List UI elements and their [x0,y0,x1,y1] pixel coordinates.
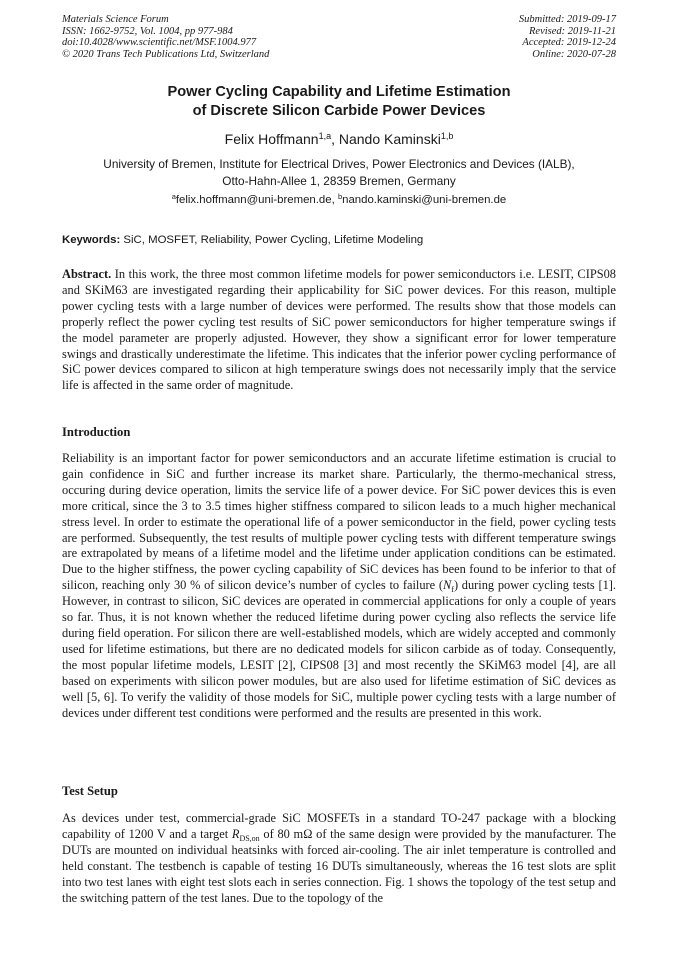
journal-issn: ISSN: 1662-9752, Vol. 1004, pp 977-984 [62,25,233,37]
introduction-heading: Introduction [62,425,131,439]
intro-text-part-1: Reliability is an important factor for power semiconductors and an accurate lifetime estimation is crucial to gain confidence in SiC and further increase its market share. Particularly, the thermo-mechanical stress, occuring during device operation, limits the service life of a power device. For SiC power devices this is even more critical, since the 3 to 3.5 times higher stiffness compared to silicon leads to a much higher mechanical stress level. In order to estimate the operational life of a power semiconductor in the field, power cycling tests are performed. Subsequently, the test results of multiple power cycling tests with different temperature swings are extrapolated by means of a lifetime model and the lifetime under application conditions can be estimated. Due to the higher stiffness, the power cycling capability of SiC devices has been found to be inferior to that of silicon, reaching only 30 % of silicon device’s number of cycles to failure ( [62,451,616,593]
affiliation [0,156,678,190]
author-separator: , [331,131,339,147]
setup-text-part-2: of 80 mΩ of the same design were provided by the manufacturer. The DUTs are mounted on individual heatsinks with forced air-cooling. The air inlet temperature is controlled and held constant. The testbench is capable of testing 16 DUTs simultaneously, whereas the 16 test slots are split into two test lanes with eight test slots each in series connection. Fig. 1 shows the topology of the test setup and the switching pattern of the test lanes. Due to the topology of the [62,826,616,905]
title-line-2: of Discrete Silicon Carbide Power Devices [192,103,486,119]
date-revised: Revised: 2019-11-21 [529,25,616,37]
date-online: Online: 2020-07-28 [532,48,616,60]
nf-subscript: f [451,585,454,595]
test-setup-heading: Test Setup [62,784,118,798]
email-b-mark: b [337,192,343,201]
introduction-paragraph [62,451,616,721]
setup-text-part-1: As devices under test, commercial-grade SiC MOSFETs in a standard TO-247 package with a blocking capability of 1200 V and a target [62,811,616,841]
author-1-affil-mark: 1,a [318,131,332,141]
rdson-symbol: R [231,826,240,841]
author-2-affil-mark: 1,b [440,131,454,141]
journal-copyright: © 2020 Trans Tech Publications Ltd, Switzerland [62,48,270,60]
email-b-link[interactable]: nando.kaminski@uni-bremen.de [342,194,507,206]
keywords-label: Keywords: [62,234,121,246]
affiliation-line-1: University of Bremen, Institute for Electrical Drives, Power Electronics and Devices (IALB), [103,157,575,171]
journal-name: Materials Science Forum [62,14,169,25]
abstract-text: In this work, the three most common lifetime models for power semiconductors i.e. LESIT, CIPS08 and SKiM63 are investigated regarding their applicability for SiC power devices. For this reason, multiple power cycling tests with a large number of devices were performed. The results show that those models can properly reflect the power cycling test results of SiC power semiconductors for higher temperature swings if the model parameter are properly adjusted. However, they show a significant error for lower temperature swings and drastically underestimate the lifetime. This indicates that the inferior power cycling performance of SiC power devices compared to silicon at high temperature swings does not necessarily imply that the service life is affected in the same order of magnitude. [62,267,616,393]
abstract-label: Abstract. [62,267,112,281]
affiliation-line-2: Otto-Hahn-Allee 1, 28359 Bremen, Germany [222,174,456,188]
journal-info [62,14,269,60]
intro-text-part-2: ) during power cycling tests [1]. However, in contrast to silicon, SiC devices are operated in commercial applications for only a couple of years so far. Thus, it is not known whether the reduced lifetime during power cycling also reflects the service life during field operation. For silicon there are well-established models, which are widely accepted and commonly used for lifetime estimations, but there are no dedicated models for silicon carbide as of today. Consequently, the most popular lifetime models, LESIT [2], CIPS08 [3] and most recently the SKiM63 model [4], are all based on experiments with silicon power modules, but are also used for lifetime estimation of SiC devices as well [5, 6]. To verify the validity of those models for SiC, multiple power cycling tests with a large number of devices under different test conditions were performed and the results are presented in this work. [62,578,616,720]
author-1-name: Felix Hoffmann [224,131,319,147]
date-accepted: Accepted: 2019-12-24 [522,37,616,49]
email-a-mark: a [171,192,176,201]
keywords-text: SiC, MOSFET, Reliability, Power Cycling, Lifetime Modeling [120,234,424,246]
author-2-name: Nando Kaminski [338,131,441,147]
author-list [0,130,678,148]
rdson-subscript: DS,on [239,833,260,843]
keywords [62,233,423,248]
date-submitted: Submitted: 2019-09-17 [518,14,616,25]
test-setup-paragraph [62,811,616,906]
abstract-paragraph [62,267,616,394]
nf-symbol: N [443,578,452,593]
author-emails [0,193,678,208]
title-line-1: Power Cycling Capability and Lifetime Estimation [167,84,511,100]
paper-title [0,83,678,121]
email-a-link[interactable]: felix.hoffmann@uni-bremen.de, [175,194,338,206]
journal-doi[interactable]: doi:10.4028/www.scientific.net/MSF.1004.977 [62,37,257,49]
publication-dates [519,14,616,60]
